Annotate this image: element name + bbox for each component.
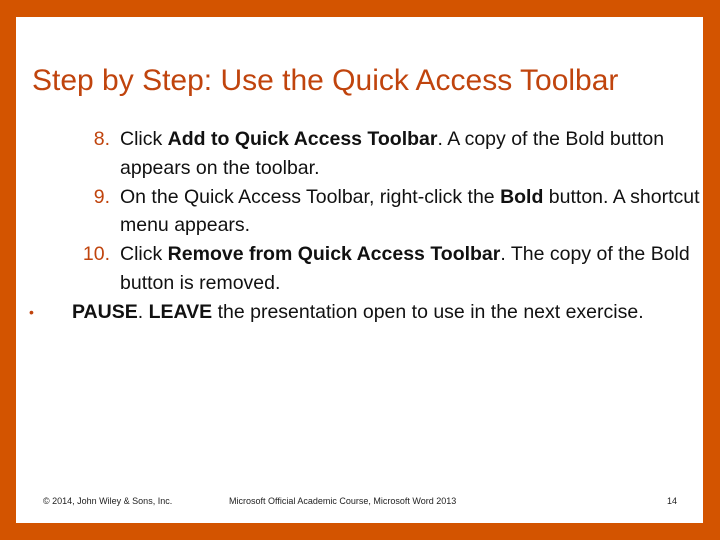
- slide: [16, 17, 703, 523]
- footer-copyright: © 2014, John Wiley & Sons, Inc.: [43, 496, 173, 506]
- bullet-dot-icon: •: [29, 303, 34, 320]
- bullet-item-pause: [16, 298, 703, 327]
- step-item-10: [16, 240, 703, 298]
- bullet-text: PAUSE. LEAVE the presentation open to use in the next exercise.: [72, 300, 644, 323]
- step-text: On the Quick Access Toolbar, right-click the Bold button. A shortcut menu appears.: [120, 185, 700, 237]
- step-text: Click Remove from Quick Access Toolbar. The copy of the Bold button is removed.: [120, 243, 690, 294]
- step-number: 9.: [93, 185, 110, 208]
- step-item-9: [16, 183, 703, 241]
- slide-body: [16, 125, 703, 327]
- step-text: Click Add to Quick Access Toolbar. A copy of the Bold button appears on the toolbar.: [120, 128, 665, 179]
- slide-title: Step by Step: Use the Quick Access Toolbar: [32, 64, 619, 97]
- footer-course: Microsoft Official Academic Course, Microsoft Word 2013: [229, 496, 457, 506]
- step-number: 8.: [93, 128, 110, 150]
- page-number: 14: [667, 496, 678, 506]
- step-number: 10.: [82, 243, 110, 266]
- step-item-8: [16, 125, 703, 183]
